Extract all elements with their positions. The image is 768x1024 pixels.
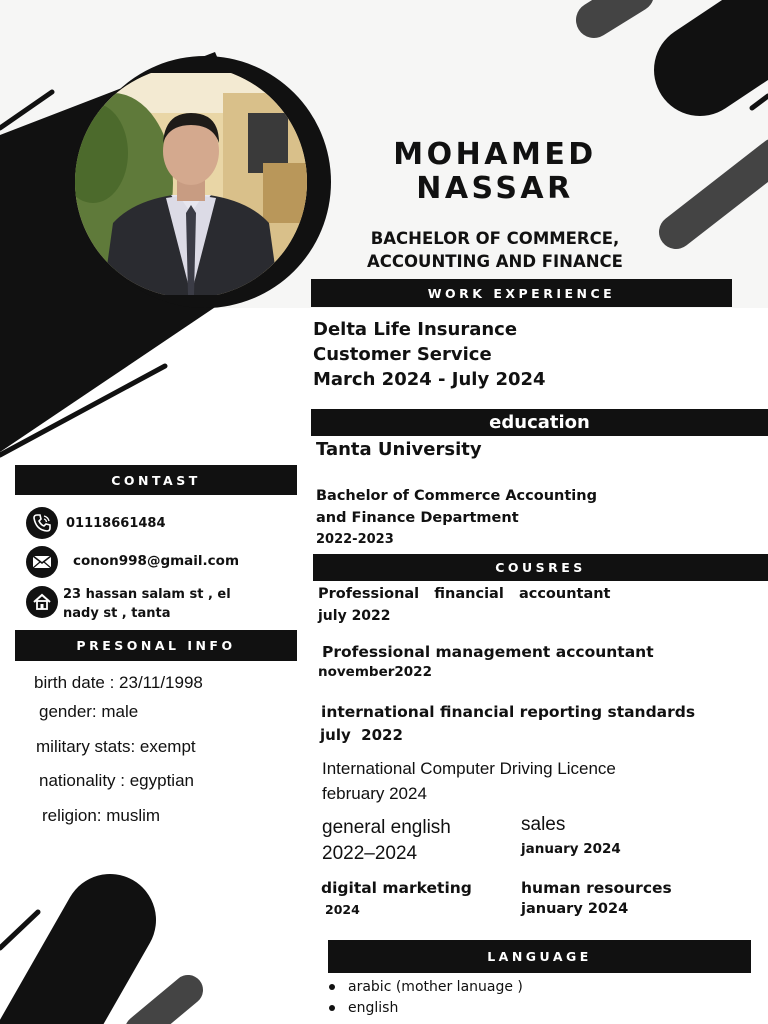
degree-line2: ACCOUNTING AND FINANCE [367, 252, 623, 271]
gender: gender: male [39, 702, 139, 721]
name-line1: MOHAMED [393, 137, 597, 172]
course-title: Professional management accountant [322, 643, 654, 661]
course-date: july 2022 [320, 726, 403, 744]
mail-icon [26, 546, 58, 578]
language-list [328, 977, 523, 1019]
courses-heading: COUSRES [313, 554, 768, 581]
education-degree-line1: Bachelor of Commerce Accounting [316, 488, 597, 504]
education-years: 2022-2023 [316, 532, 394, 547]
pill-top-black [700, 10, 768, 70]
pill-top-gray [594, 0, 636, 20]
address-line1: 23 hassan salam st , el [63, 587, 231, 602]
education-degree [316, 485, 597, 551]
pill-bottom-black [30, 920, 110, 1024]
course-date: november2022 [318, 664, 432, 680]
contact-heading: CONTAST [15, 465, 297, 495]
degree-title [330, 227, 660, 273]
thin-stripe-right [752, 96, 768, 108]
pill-bottom-gray [140, 990, 188, 1024]
work-role: Customer Service [313, 344, 492, 365]
contact-address [63, 585, 231, 623]
language-heading: LANGUAGE [328, 940, 751, 973]
course-title: international financial reporting standards [321, 703, 696, 721]
education-heading: education [311, 409, 768, 436]
course-date: 2022–2024 [322, 843, 418, 864]
degree-line1: BACHELOR OF COMMERCE, [370, 229, 620, 248]
course-title: sales [521, 814, 566, 835]
address-line2: nady st , tanta [63, 606, 171, 621]
course-date: february 2024 [322, 784, 427, 803]
home-icon [26, 586, 58, 618]
work-period: March 2024 - July 2024 [313, 369, 546, 390]
pill-right-gray [676, 155, 768, 232]
course-date: 2024 [325, 902, 360, 917]
candidate-name [330, 138, 660, 206]
name-line2: NASSAR [416, 171, 574, 206]
work-experience-heading: WORK EXPERIENCE [311, 279, 732, 307]
thin-stripe-bottom [0, 912, 38, 948]
course-title: digital marketing [321, 879, 472, 897]
education-school: Tanta University [316, 439, 482, 460]
work-company: Delta Life Insurance [313, 319, 518, 340]
nationality: nationality : egyptian [39, 771, 194, 790]
course-date: july 2022 [318, 608, 391, 624]
religion: religion: muslim [42, 806, 161, 825]
phone-icon [26, 507, 58, 539]
course-date: january 2024 [521, 841, 621, 857]
education-degree-line2: and Finance Department [316, 510, 519, 526]
birth-date: birth date : 23/11/1998 [34, 673, 203, 692]
military-status: military stats: exempt [36, 737, 196, 756]
course-title: Professional financial accountant [318, 586, 611, 602]
course-date: january 2024 [521, 901, 629, 917]
contact-phone: 01118661484 [66, 516, 166, 531]
course-title: general english [322, 817, 451, 838]
list-item: arabic (mother lanuage ) [348, 977, 523, 998]
list-item: english [348, 998, 523, 1019]
personal-info-heading: PRESONAL INFO [15, 630, 297, 661]
course-title: human resources [521, 879, 672, 897]
profile-photo [73, 73, 309, 295]
contact-email: conon998@gmail.com [73, 553, 240, 569]
course-title: International Computer Driving Licence [322, 759, 616, 778]
work-experience-entry [313, 317, 546, 392]
